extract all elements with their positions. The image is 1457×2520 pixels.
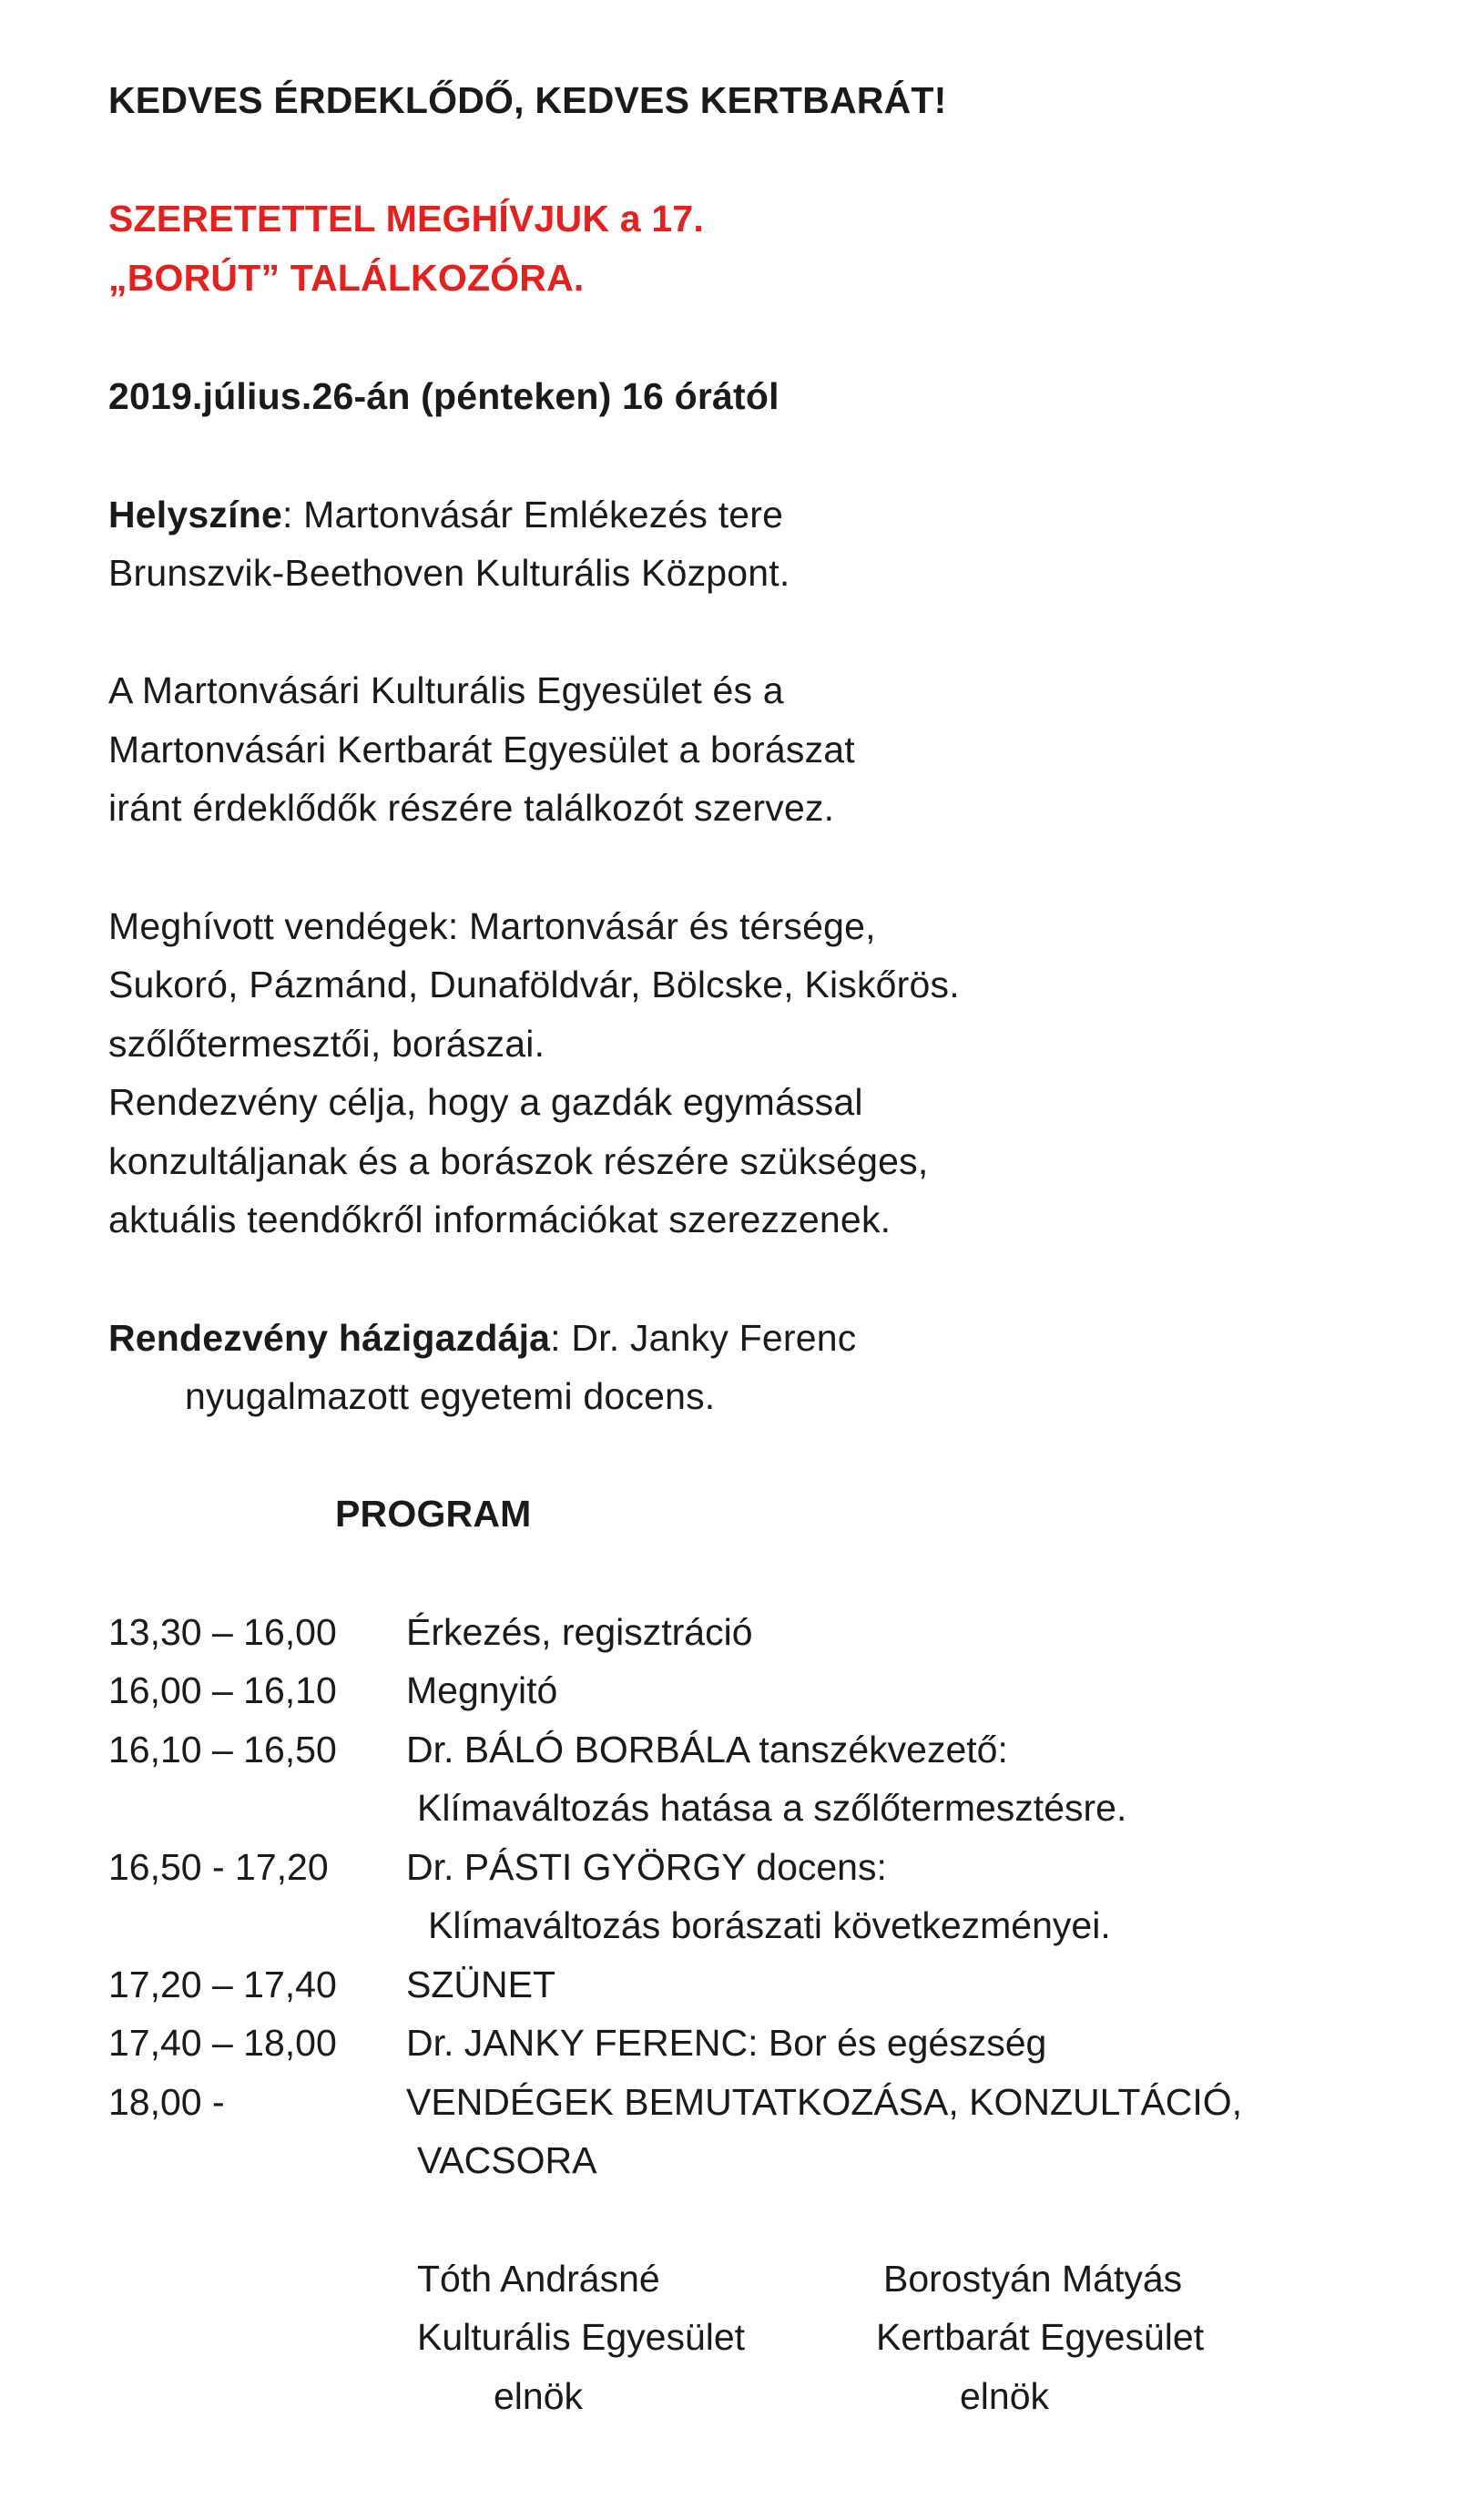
program-time: 16,50 - 17,20 xyxy=(108,1846,329,1888)
venue-value: : Martonvásár Emlékezés tere xyxy=(281,494,784,536)
program-time: 16,00 – 16,10 xyxy=(108,1669,337,1711)
guests-line-4: Rendezvény célja, hogy a gazdák egymással xyxy=(108,1081,863,1123)
program-time: 13,30 – 16,00 xyxy=(108,1611,337,1653)
program-title: PROGRAM xyxy=(335,1493,532,1535)
program-desc: Érkezés, regisztráció xyxy=(406,1611,753,1653)
signature-role-1: elnök xyxy=(494,2375,584,2417)
signature-role-2: elnök xyxy=(960,2375,1050,2417)
event-date: 2019.július.26-án (pénteken) 16 órától xyxy=(108,375,779,417)
program-desc: SZÜNET xyxy=(406,1964,555,2005)
program-time: 17,20 – 17,40 xyxy=(108,1964,337,2005)
guests-line-3: szőlőtermesztői, borászai. xyxy=(108,1023,545,1065)
program-desc: Dr. BÁLÓ BORBÁLA tanszékvezető: xyxy=(406,1729,1008,1770)
guests-line-1: Meghívott vendégek: Martonvásár és térsége, xyxy=(108,905,876,947)
signature-org-2: Kertbarát Egyesület xyxy=(876,2316,1205,2358)
invite-line-2: „BORÚT” TALÁLKOZÓRA. xyxy=(108,257,585,299)
guests-line-6: aktuális teendőkről információkat szerezzenek. xyxy=(108,1199,892,1240)
program-time: 18,00 - xyxy=(108,2081,225,2123)
program-desc-cont: Klímaváltozás hatása a szőlőtermesztésre. xyxy=(417,1787,1127,1829)
program-desc-cont: VACSORA xyxy=(417,2139,597,2181)
signature-name-2: Borostyán Mátyás xyxy=(883,2258,1183,2300)
program-desc: Megnyitó xyxy=(406,1669,558,1711)
venue-line-2: Brunszvik-Beethoven Kulturális Központ. xyxy=(108,552,790,594)
program-desc-cont: Klímaváltozás borászati következményei. xyxy=(428,1904,1111,1946)
program-desc: Dr. PÁSTI GYÖRGY docens: xyxy=(406,1846,887,1888)
invite-line-1: SZERETETTEL MEGHÍVJUK a 17. xyxy=(108,198,704,240)
host-line-2: nyugalmazott egyetemi docens. xyxy=(185,1375,716,1417)
host-line xyxy=(108,1312,856,1363)
venue-line xyxy=(108,489,783,540)
guests-line-5: konzultáljanak és a borászok részére szükséges, xyxy=(108,1140,929,1182)
intro-line-3: iránt érdeklődők részére találkozót szervez. xyxy=(108,787,835,829)
guests-line-2: Sukoró, Pázmánd, Dunaföldvár, Bölcske, Kiskőrös. xyxy=(108,964,960,1005)
program-time: 16,10 – 16,50 xyxy=(108,1729,337,1770)
host-value: : Dr. Janky Ferenc xyxy=(550,1317,857,1359)
intro-line-1: A Martonvásári Kulturális Egyesület és a xyxy=(108,669,784,711)
program-desc: Dr. JANKY FERENC: Bor és egészség xyxy=(406,2022,1047,2064)
program-time: 17,40 – 18,00 xyxy=(108,2022,337,2064)
program-desc: VENDÉGEK BEMUTATKOZÁSA, KONZULTÁCIÓ, xyxy=(406,2081,1243,2123)
greeting: KEDVES ÉRDEKLŐDŐ, KEDVES KERTBARÁT! xyxy=(108,79,947,121)
venue-label: Helyszíne xyxy=(108,494,282,536)
host-label: Rendezvény házigazdája xyxy=(108,1317,551,1359)
signature-name-1: Tóth Andrásné xyxy=(417,2258,660,2300)
signature-org-1: Kulturális Egyesület xyxy=(417,2316,746,2358)
intro-line-2: Martonvásári Kertbarát Egyesület a borászat xyxy=(108,729,855,770)
